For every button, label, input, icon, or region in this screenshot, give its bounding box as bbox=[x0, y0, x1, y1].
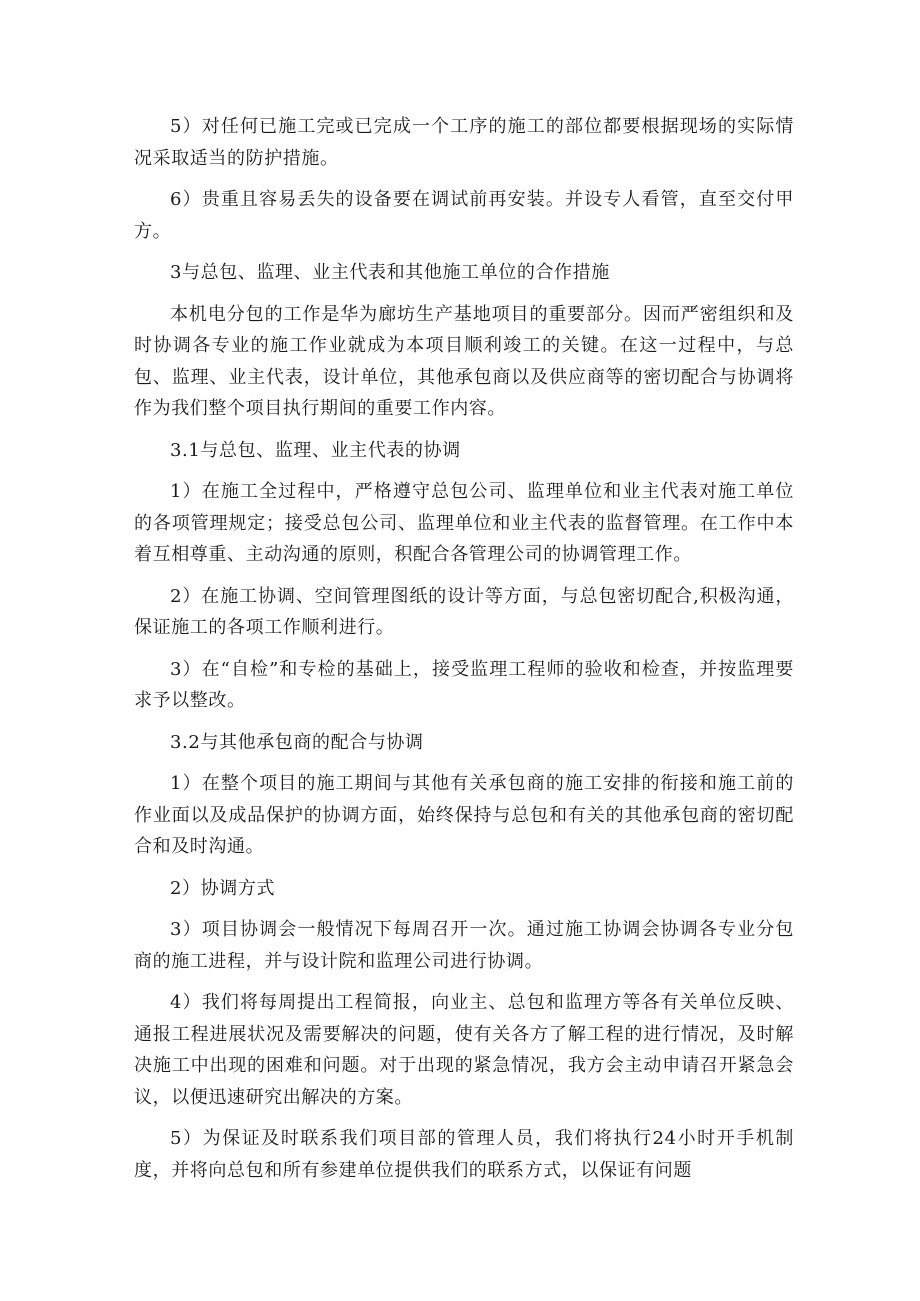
subsection-heading-3-1: 3.1与总包、监理、业主代表的协调 bbox=[170, 439, 461, 461]
paragraph-space-management: 2）在施工协调、空间管理图纸的设计等方面，与总包密切配合,积极沟通，保证施工的各项工作顺利进行。 bbox=[134, 585, 794, 638]
document-body bbox=[134, 111, 794, 1196]
paragraph-valuable-equipment: 6）贵重且容易丢失的设备要在调试前再安装。并设专人看管，直至交付甲方。 bbox=[134, 189, 794, 242]
item-heading-coordination-method: 2）协调方式 bbox=[170, 877, 276, 899]
paragraph-weekly-report: 4）我们将每周提出工程简报，向业主、总包和监理方等各有关单位反映、通报工程进展状况及需要解决的问题，使有关各方了解工程的进行情况，及时解决施工中出现的困难和问题。对于出现的紧急情况，我方会主动申请召开紧急会议，以便迅速研究出解决的方案。 bbox=[134, 992, 794, 1108]
paragraph-management-rules: 1）在施工全过程中，严格遵守总包公司、监理单位和业主代表对施工单位的各项管理规定；接受总包公司、监理单位和业主代表的监督管理。在工作中本着互相尊重、主动沟通的原则，积配合各管理公司的协调管理工作。 bbox=[134, 481, 794, 565]
section-heading-cooperation: 3与总包、监理、业主代表和其他施工单位的合作措施 bbox=[170, 262, 610, 283]
paragraph-24h-phone: 5）为保证及时联系我们项目部的管理人员，我们将执行24小时开手机制度，并将向总包和所有参建单位提供我们的联系方式，以保证有问题 bbox=[134, 1128, 794, 1181]
paragraph-weekly-meeting: 3）项目协调会一般情况下每周召开一次。通过施工协调会协调各专业分包商的施工进程，并与设计院和监理公司进行协调。 bbox=[134, 919, 794, 972]
subsection-heading-3-2: 3.2与其他承包商的配合与协调 bbox=[170, 731, 424, 753]
paragraph-project-intro: 本机电分包的工作是华为廊坊生产基地项目的重要部分。因而严密组织和及时协调各专业的施工作业就成为本项目顺利竣工的关键。在这一过程中，与总包、监理、业主代表，设计单位，其他承包商以及供应商等的密切配合与协调将作为我们整个项目执行期间的重要工作内容。 bbox=[134, 303, 794, 419]
paragraph-inspection: 3）在“自检”和专检的基础上，接受监理工程师的验收和检查，并按监理要求予以整改。 bbox=[134, 658, 794, 711]
paragraph-protection-measures: 5）对任何已施工完或已完成一个工序的施工的部位都要根据现场的实际情况采取适当的防护措施。 bbox=[134, 116, 794, 169]
paragraph-contractor-coordination: 1）在整个项目的施工期间与其他有关承包商的施工安排的衔接和施工前的作业面以及成品保护的协调方面，始终保持与总包和有关的其他承包商的密切配合和及时沟通。 bbox=[134, 773, 794, 857]
